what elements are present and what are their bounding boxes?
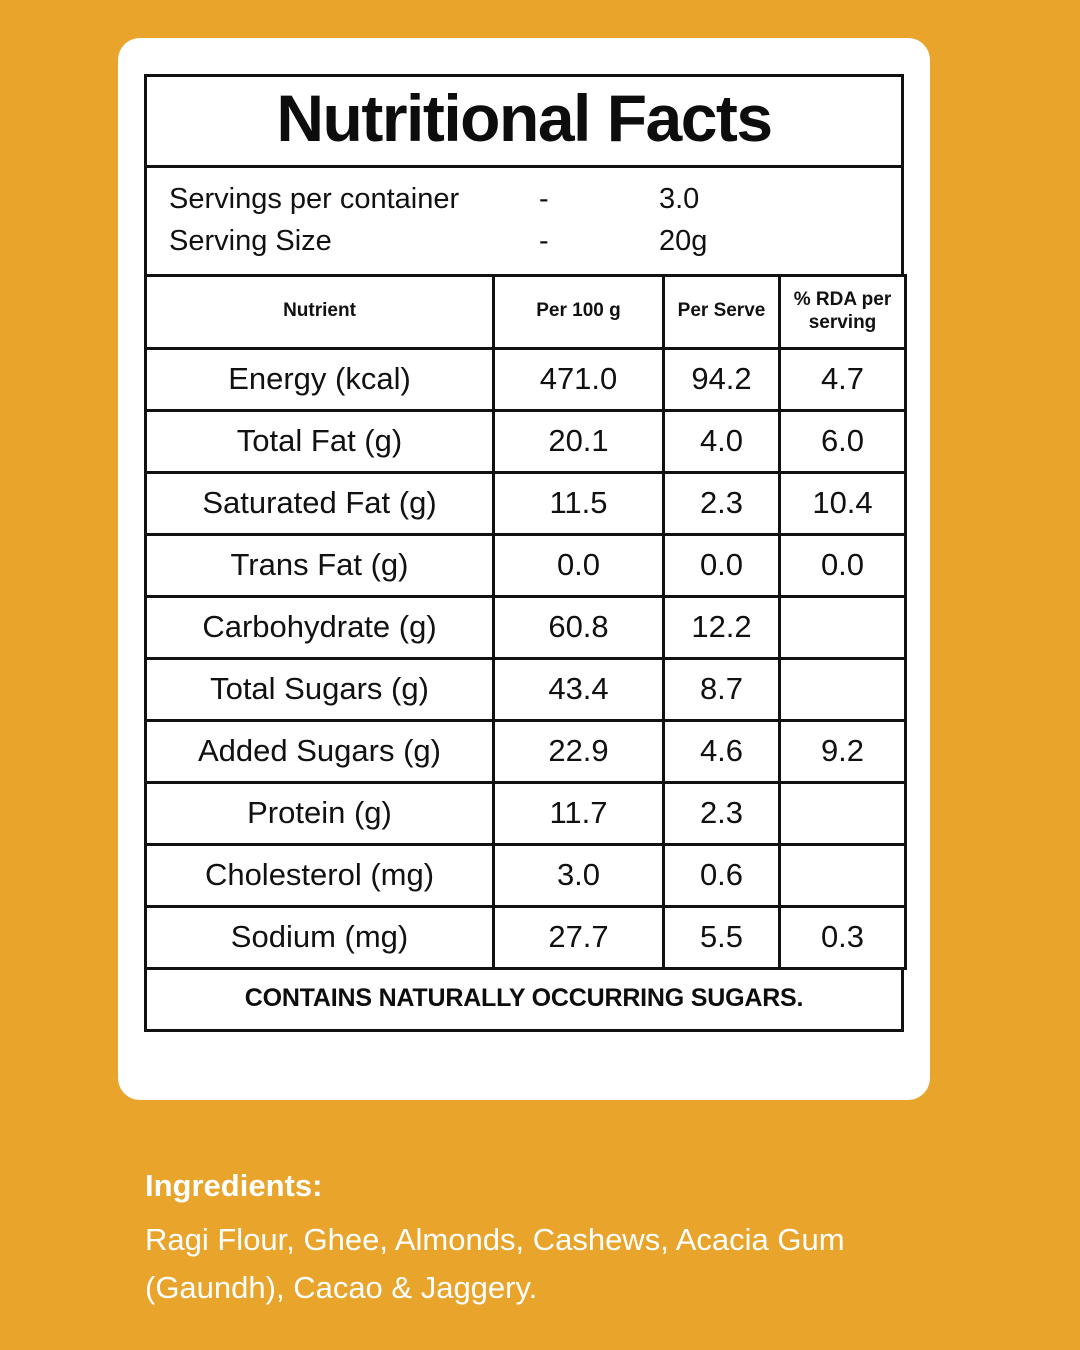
table-row	[146, 348, 906, 410]
servings-per-container-label: Servings per container	[169, 183, 460, 215]
servings-per-container-row	[147, 178, 901, 220]
cell-per-serve: 0.6	[664, 844, 780, 906]
ingredients-text: Ragi Flour, Ghee, Almonds, Cashews, Acacia Gum (Gaundh), Cacao & Jaggery.	[145, 1222, 845, 1306]
servings-box	[144, 165, 904, 274]
cell-per-100g: 471.0	[494, 348, 664, 410]
column-header-nutrient: Nutrient	[146, 276, 494, 349]
cell-rda: 0.3	[780, 906, 906, 968]
cell-per-serve: 4.6	[664, 720, 780, 782]
cell-per-100g: 11.7	[494, 782, 664, 844]
cell-rda	[780, 844, 906, 906]
label-footnote-box	[144, 970, 904, 1032]
nutrition-panel	[144, 74, 904, 1032]
cell-nutrient: Sodium (mg)	[146, 906, 494, 968]
table-row	[146, 658, 906, 720]
cell-per-serve: 0.0	[664, 534, 780, 596]
cell-rda	[780, 658, 906, 720]
cell-nutrient: Saturated Fat (g)	[146, 472, 494, 534]
cell-per-serve: 5.5	[664, 906, 780, 968]
cell-per-serve: 8.7	[664, 658, 780, 720]
cell-per-100g: 43.4	[494, 658, 664, 720]
cell-per-100g: 27.7	[494, 906, 664, 968]
cell-per-serve: 94.2	[664, 348, 780, 410]
cell-rda	[780, 596, 906, 658]
cell-nutrient: Energy (kcal)	[146, 348, 494, 410]
ingredients-section	[145, 1168, 945, 1312]
cell-rda: 0.0	[780, 534, 906, 596]
serving-size-dash: -	[539, 225, 549, 258]
table-row	[146, 720, 906, 782]
table-row	[146, 906, 906, 968]
cell-rda: 9.2	[780, 720, 906, 782]
cell-nutrient: Protein (g)	[146, 782, 494, 844]
cell-nutrient: Added Sugars (g)	[146, 720, 494, 782]
servings-per-container-value: 3.0	[659, 183, 700, 215]
ingredients-heading: Ingredients:	[145, 1168, 323, 1203]
table-row	[146, 472, 906, 534]
cell-rda: 4.7	[780, 348, 906, 410]
table-row	[146, 534, 906, 596]
table-row	[146, 782, 906, 844]
table-row	[146, 844, 906, 906]
cell-per-serve: 4.0	[664, 410, 780, 472]
cell-per-serve: 12.2	[664, 596, 780, 658]
cell-per-100g: 60.8	[494, 596, 664, 658]
cell-nutrient: Trans Fat (g)	[146, 534, 494, 596]
table-row	[146, 410, 906, 472]
cell-per-100g: 3.0	[494, 844, 664, 906]
column-header-per-100g: Per 100 g	[494, 276, 664, 349]
label-footnote: CONTAINS NATURALLY OCCURRING SUGARS.	[244, 983, 804, 1012]
table-row	[146, 596, 906, 658]
cell-per-100g: 0.0	[494, 534, 664, 596]
cell-nutrient: Total Sugars (g)	[146, 658, 494, 720]
column-header-rda: % RDA per serving	[780, 276, 906, 349]
cell-per-100g: 11.5	[494, 472, 664, 534]
label-title-box	[144, 74, 904, 165]
servings-per-container-dash: -	[539, 183, 549, 215]
cell-per-100g: 20.1	[494, 410, 664, 472]
page-title: Nutritional Facts	[276, 81, 772, 155]
cell-rda: 6.0	[780, 410, 906, 472]
serving-size-row	[147, 220, 901, 262]
cell-rda	[780, 782, 906, 844]
cell-per-serve: 2.3	[664, 472, 780, 534]
serving-size-label: Serving Size	[169, 225, 332, 258]
cell-per-100g: 22.9	[494, 720, 664, 782]
column-header-per-serve: Per Serve	[664, 276, 780, 349]
cell-nutrient: Cholesterol (mg)	[146, 844, 494, 906]
cell-per-serve: 2.3	[664, 782, 780, 844]
cell-rda: 10.4	[780, 472, 906, 534]
cell-nutrient: Total Fat (g)	[146, 410, 494, 472]
table-header-row	[146, 276, 906, 349]
cell-nutrient: Carbohydrate (g)	[146, 596, 494, 658]
nutrition-table	[144, 274, 907, 970]
serving-size-value: 20g	[659, 225, 708, 258]
nutrition-label-card	[118, 38, 930, 1100]
